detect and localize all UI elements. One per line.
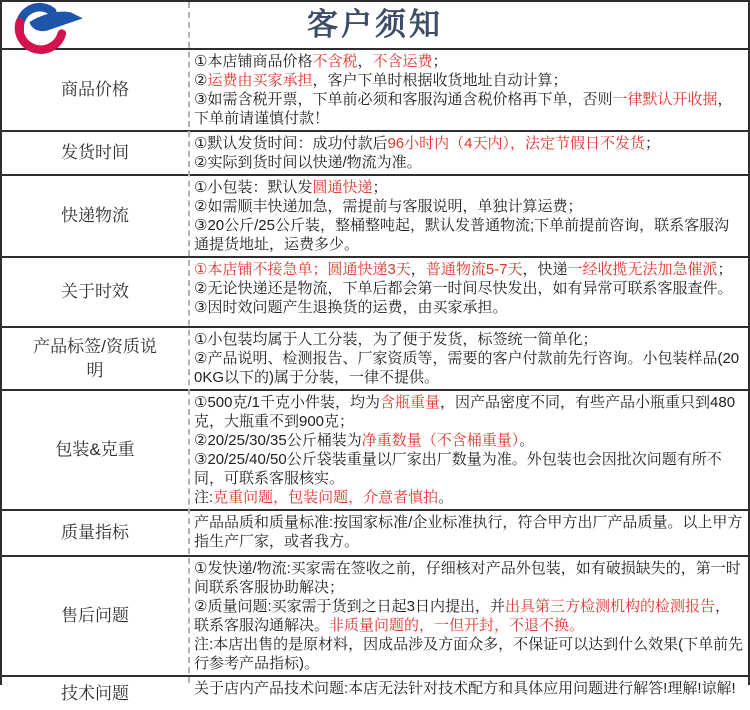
body-text: 。 [519, 432, 535, 449]
body-text: ③20公斤/25公斤装，整桶整吨起，默认发普通物流;下单前提前咨询，联系客服沟通提货地址，运费多少。 [194, 217, 730, 253]
body-text: ； [717, 261, 733, 278]
body-text: ②无论快递还是物流，下单后都会第一时间尽快发出，如有异常可联系客服查件。 [194, 280, 733, 297]
notice-row [2, 174, 748, 256]
body-text: ③因时效问题产生退换货的运费，由买家承担。 [194, 299, 508, 316]
row-label: 售后问题 [61, 606, 129, 625]
highlight-text: 克重问题，包装问题，介意者慎拍 [213, 489, 439, 506]
body-text: ①500克/1千克小件装，均为 [194, 394, 380, 411]
row-label: 商品价格 [61, 80, 129, 99]
highlight-text: ①本店铺不接急单； [194, 261, 328, 278]
highlight-text: 不含运费 [372, 53, 433, 70]
content-line [194, 488, 744, 507]
body-text: ， [410, 261, 426, 278]
body-text: ②质量问题:买家需于货到之日起3日内提出，并 [194, 598, 505, 615]
content-line [194, 279, 744, 298]
content-line [194, 393, 744, 431]
content-line [194, 349, 744, 387]
body-text: ； [432, 53, 448, 70]
body-text: ； [372, 179, 388, 196]
row-content [188, 132, 748, 174]
highlight-text: 圆通快递 [312, 179, 373, 196]
content-line [194, 260, 744, 279]
row-label: 产品标签/资质说明 [33, 336, 157, 380]
row-content [188, 176, 748, 256]
notice-row [2, 675, 748, 710]
notice-row [2, 326, 748, 389]
body-text: 关于店内产品技术问题:本店无法针对技术配方和具体应用问题进行解答!理解!谅解! [194, 680, 736, 697]
row-label: 技术问题 [61, 683, 129, 703]
highlight-text: 运费由买家承担 [207, 72, 313, 89]
body-text: ①本店铺商品价格 [194, 53, 313, 70]
content-line [194, 90, 744, 128]
row-content [188, 511, 748, 555]
row-label: 包装&克重 [55, 440, 135, 459]
body-text: ②20/25/30/35公斤桶装为 [194, 432, 362, 449]
body-text: ② [194, 72, 208, 89]
highlight-text: 一律默认开收据 [612, 91, 718, 108]
highlight-text: 出具第三方检测机构的检测报告 [504, 598, 715, 615]
content-line [194, 134, 744, 153]
highlight-text: 含瓶重量 [380, 394, 441, 411]
body-text: ①小包装均属于人工分装，为了便于发货，标签统一简单化； [194, 331, 598, 348]
highlight-text: 普通物流5-7天 [425, 261, 523, 278]
content-line [194, 597, 744, 635]
body-text: ，因产品密度不同，有些产品小瓶重只到480克，大瓶重不到900克； [194, 394, 736, 430]
body-text: ，客户下单时根据收货地址自动计算； [312, 72, 568, 89]
body-text: ①发快递/物流:买家需在签收之前，仔细核对产品外包装，如有破损缺失的，第一时间联系客服协助解决； [194, 560, 741, 596]
row-label: 关于时效 [61, 282, 129, 301]
brand-swirl-logo-icon [8, 4, 108, 46]
notice-row [2, 48, 748, 130]
content-line [194, 71, 744, 90]
highlight-text: 一经收揽无法加急催派 [567, 261, 718, 278]
body-text: ②实际到货时间以快递/物流为准。 [194, 154, 422, 171]
row-label: 质量指标 [61, 523, 129, 542]
body-text: 产品品质和质量标准:按国家标准/企业标准执行，符合甲方出厂产品质量。以上甲方指生产厂家，或者我方。 [194, 514, 743, 550]
highlight-text: 96小时内（4天内），法定节假日不发货 [387, 135, 645, 152]
notice-row [2, 509, 748, 555]
content-line [194, 330, 744, 349]
content-line [194, 431, 744, 450]
row-label: 发货时间 [61, 143, 129, 162]
notice-row [2, 256, 748, 326]
body-text: ①小包装：默认发 [194, 179, 313, 196]
highlight-text: 非质量问题的，一但开封，不退不换。 [329, 617, 585, 634]
row-content [188, 328, 748, 389]
body-text: ②如需顺丰快递加急，需提前与客服说明，单独计算运费； [194, 198, 583, 215]
content-line [194, 679, 744, 698]
content-line [194, 216, 744, 254]
body-text: ，快递 [522, 261, 568, 278]
body-text: ①默认发货时间：成功付款后 [194, 135, 388, 152]
body-text: 注: [194, 489, 214, 506]
notice-row [2, 389, 748, 509]
row-label: 快递物流 [61, 206, 129, 225]
row-content [188, 50, 748, 130]
body-text: ，联系客服沟通解决。 [194, 598, 730, 634]
notice-row [2, 555, 748, 675]
content-line [194, 298, 744, 317]
notice-rows [2, 48, 748, 710]
highlight-text: 净重数量（不含桶重量） [361, 432, 520, 449]
body-text: 。 [438, 489, 454, 506]
body-text: ②产品说明、检测报告、厂家资质等，需要的客户付款前先行咨询。小包装样品(200KG以下的)属于分装，一律不提供。 [194, 350, 740, 386]
table-header [2, 2, 748, 48]
body-text: ，下单前请谨慎付款！ [194, 91, 733, 127]
body-text: 注:本店出售的是原材料，因成品涉及方面众多，不保证可以达到什么效果(下单前先行参考产品指标)。 [194, 636, 744, 672]
notice-row [2, 130, 748, 174]
row-content [188, 391, 748, 509]
highlight-text: 不含税 [312, 53, 358, 70]
body-text: ， [357, 53, 373, 70]
body-text: ； [644, 135, 660, 152]
content-line [194, 559, 744, 597]
content-line [194, 513, 744, 551]
content-line [194, 52, 744, 71]
row-content [188, 258, 748, 326]
content-line [194, 153, 744, 172]
content-line [194, 450, 744, 488]
content-line [194, 178, 744, 197]
content-line [194, 197, 744, 216]
row-content [188, 677, 748, 710]
body-text: ③如需含税开票，下单前必须和客服沟通含税价格再下单，否则 [194, 91, 613, 108]
highlight-text: 圆通快递3天 [327, 261, 411, 278]
row-content [188, 557, 748, 675]
body-text: ③20/25/40/50公斤袋装重量以厂家出厂数量为准。外包装也会因批次问题有所不同，可联系客服核实。 [194, 451, 722, 487]
page-title: 客户须知 [307, 7, 443, 42]
content-line [194, 635, 744, 673]
